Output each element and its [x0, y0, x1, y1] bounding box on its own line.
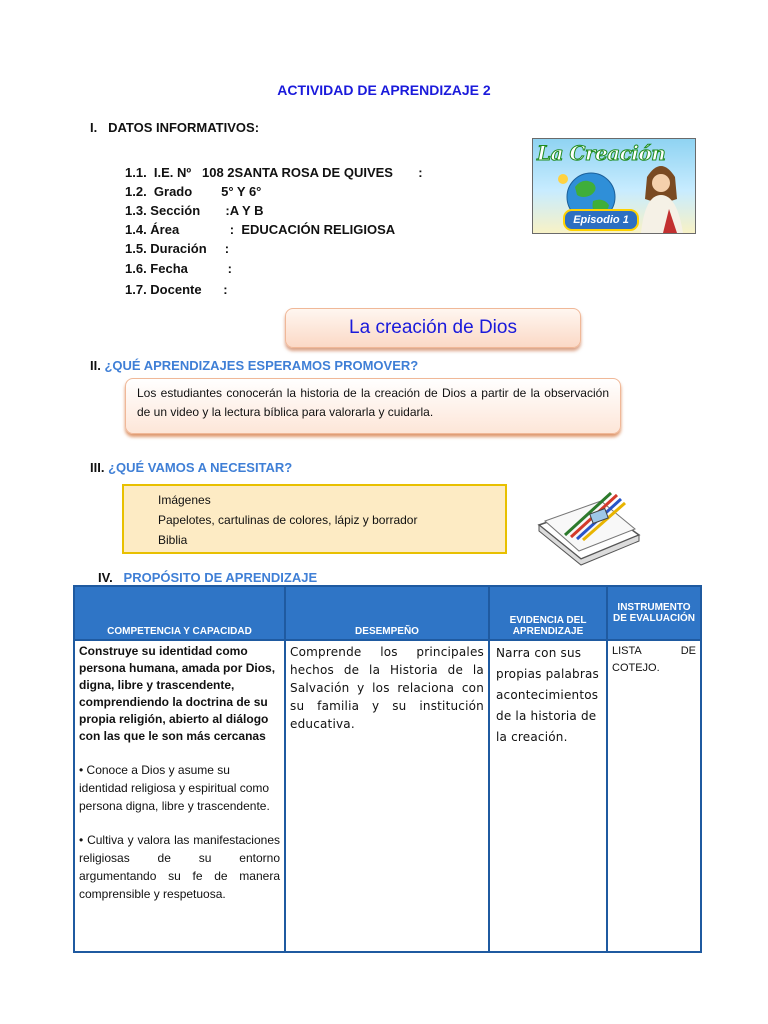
section-number: IV. — [98, 570, 113, 585]
capacidad-1: • Conoce a Dios y asume su identidad religiosa y espiritual como persona digna, libre y trascendente. — [79, 763, 270, 813]
materials-box — [122, 484, 507, 554]
document-title: ACTIVIDAD DE APRENDIZAJE 2 — [277, 82, 491, 98]
info-docente: 1.7. Docente : — [125, 282, 228, 297]
section-title: DATOS INFORMATIVOS: — [108, 120, 260, 135]
material-item: Imágenes — [158, 493, 211, 507]
cell-instrumento: LISTA DE COTEJO. — [607, 640, 701, 952]
info-seccion: 1.3. Sección :A Y B — [125, 203, 264, 218]
section-title: PROPÓSITO DE APRENDIZAJE — [123, 570, 318, 585]
papers-and-pencils-image — [535, 485, 645, 567]
material-item: Papelotes, cartulinas de colores, lápiz y borrador — [158, 513, 418, 527]
section-title: ¿QUÉ VAMOS A NECESITAR? — [108, 460, 293, 475]
info-duracion: 1.5. Duración : — [125, 241, 230, 256]
cell-competencia — [74, 640, 285, 952]
section-number: I. — [90, 120, 98, 135]
lesson-title-banner: La creación de Dios — [285, 308, 581, 348]
cell-evidencia: Narra con sus propias palabras acontecimientos de la historia de la creación. — [489, 640, 607, 952]
learning-purpose-table — [73, 585, 702, 953]
info-area: 1.4. Área : EDUCACIÓN RELIGIOSA — [125, 222, 396, 237]
header-desempeno: DESEMPEÑO — [285, 586, 489, 640]
capacidad-2: • Cultiva y valora las manifestaciones religiosas de su entorno argumentando su fe de manera comprensible y respetuosa. — [79, 833, 280, 901]
la-creacion-episode-image — [532, 138, 696, 234]
section-datos-heading — [90, 120, 259, 135]
info-grado: 1.2. Grado 5° Y 6° — [125, 184, 262, 199]
section-number: II. — [90, 358, 101, 373]
learning-goal-box: Los estudiantes conocerán la historia de la creación de Dios a partir de la observación de un video y la lectura bíblica para valorarla y cuidarla. — [125, 378, 621, 434]
material-item: Biblia — [158, 533, 188, 547]
header-competencia: COMPETENCIA Y CAPACIDAD — [74, 586, 285, 640]
competencia-text: Construye su identidad como persona humana, amada por Dios, digna, libre y trascendente, comprendiendo la doctrina de su propia religión, abierto al diálogo con las que le son más cercanas — [79, 644, 276, 743]
header-evidencia: EVIDENCIA DEL APRENDIZAJE — [489, 586, 607, 640]
info-fecha: 1.6. Fecha : — [125, 261, 232, 276]
section-aprendizajes-heading — [90, 358, 418, 373]
badge-episode: Episodio 1 — [563, 209, 639, 231]
table-row — [74, 640, 701, 952]
section-title: ¿QUÉ APRENDIZAJES ESPERAMOS PROMOVER? — [104, 358, 419, 373]
cell-desempeno: Comprende los principales hechos de la Historia de la Salvación y los relaciona con su familia y su institución educativa. — [285, 640, 489, 952]
header-instrumento: INSTRUMENTO DE EVALUACIÓN — [607, 586, 701, 640]
badge-title: La Creación — [537, 141, 666, 165]
info-ie: 1.1. I.E. Nº 108 2SANTA ROSA DE QUIVES : — [125, 165, 423, 180]
section-necesitar-heading — [90, 460, 292, 475]
section-proposito-heading — [98, 570, 317, 585]
section-number: III. — [90, 460, 105, 475]
table-header-row — [74, 586, 701, 640]
